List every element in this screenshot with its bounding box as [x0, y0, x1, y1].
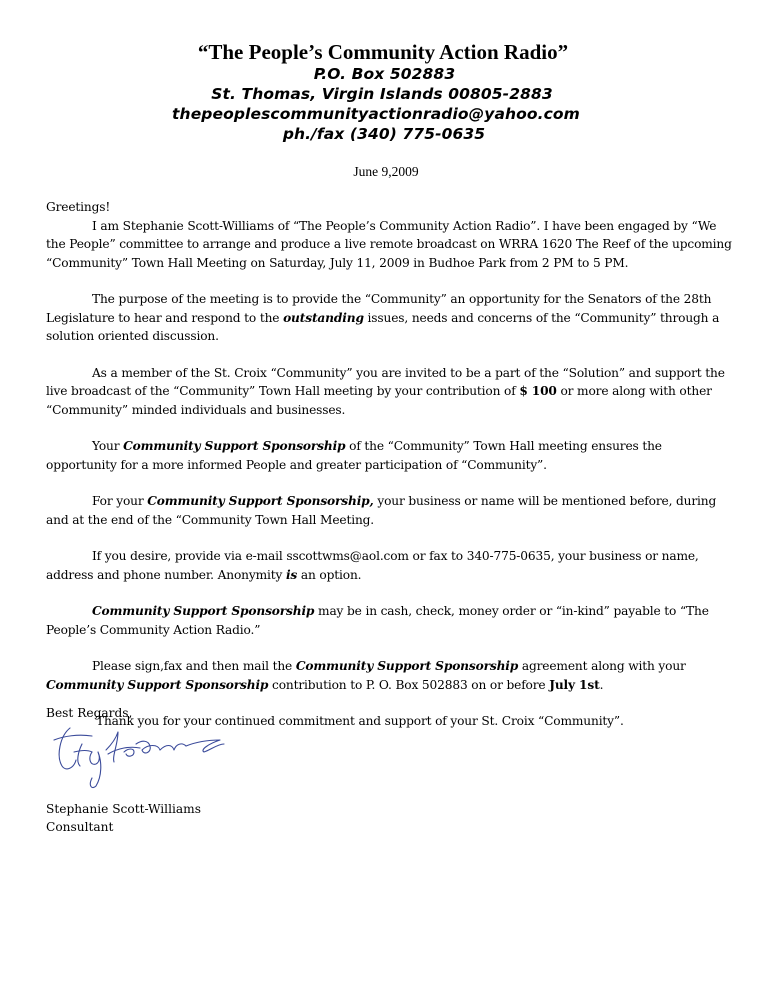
emphasis-sponsorship: Community Support Sponsorship,: [147, 494, 374, 508]
paragraph-instructions-text-c: contribution to P. O. Box 502883 on or before: [268, 677, 550, 692]
paragraph-contact: [46, 547, 736, 584]
paragraph-instructions-text-b: agreement along with your: [518, 659, 686, 673]
paragraph-sponsorship-text-b: of the “Community” Town Hall meeting ensures the opportunity for a more informed People and greater participation of “Community”.: [46, 439, 662, 472]
closing: Best Regards,: [46, 706, 133, 720]
po-box: P.O. Box 502883: [313, 65, 456, 83]
paragraph-contact-text-b: an option.: [297, 567, 362, 582]
paragraph-mention-text-a: For your: [92, 494, 148, 508]
letter-date: June 9,2009: [353, 164, 419, 179]
paragraph-invitation-text-b: or more along with other “Community” minded individuals and businesses.: [46, 384, 712, 417]
letter-body: [46, 198, 736, 749]
emphasis-sponsorship: Community Support Sponsorship: [295, 659, 519, 673]
paragraph-instructions-text-a: Please sign,fax and then mail the: [92, 659, 296, 673]
paragraph-instructions: [46, 657, 736, 694]
paragraph-invitation-text-a: As a member of the St. Croix “Community” you are invited to be a part of the “Solution” and support the live broadcast of the “Community” Town Hall meeting by your contribution of: [46, 365, 725, 398]
paragraph-sponsorship: [46, 437, 736, 474]
paragraph-contact-text-a: If you desire, provide via e-mail sscottwms@aol.com or fax to 340-775-0635, your business or name, address and phone number. Anonymity: [46, 549, 699, 582]
signer-title: Consultant: [46, 820, 114, 834]
paragraph-thanks-text: Thank you for your continued commitment and support of your St. Croix “Community”.: [96, 714, 624, 728]
org-name: “The People’s Community Action Radio”: [197, 40, 569, 64]
paragraph-sponsorship-text-a: Your: [92, 439, 124, 453]
signer-name: Stephanie Scott-Williams: [46, 802, 201, 816]
paragraph-purpose: [46, 290, 736, 346]
paragraph-purpose-text-b: issues, needs and concerns of the “Community” through a solution oriented discussion.: [46, 310, 720, 343]
handwritten-signature: [48, 722, 258, 792]
paragraph-payment-text: may be in cash, check, money order or “in-kind” payable to “The People’s Community Action Radio.”: [46, 604, 709, 637]
signature-block: [46, 800, 201, 836]
paragraph-purpose-text-a: The purpose of the meeting is to provide the “Community” an opportunity for the Senators of the 28th Legislature to hear and respond to the: [46, 292, 712, 325]
paragraph-intro-text: I am Stephanie Scott-Williams of “The People’s Community Action Radio”. I have been engaged by “We the People” committee to arrange and produce a live remote broadcast on WRRA 1620 The Reef of the upcoming “Community” Town Hall Meeting on Saturday, July 11, 2009 in Budhoe Park from 2 PM to 5 PM.: [46, 218, 732, 270]
emphasis-is: is: [285, 567, 298, 582]
paragraph-instructions-text-d: .: [599, 677, 604, 692]
emphasis-outstanding: outstanding: [283, 310, 364, 325]
paragraph-invitation: [46, 364, 736, 420]
emphasis-sponsorship: Community Support Sponsorship: [123, 439, 346, 453]
contact-email: thepeoplescommunityactionradio@yahoo.com: [172, 105, 580, 123]
emphasis-sponsorship: Community Support Sponsorship: [92, 604, 315, 618]
greeting: Greetings!: [46, 200, 111, 214]
paragraph-payment: [46, 602, 736, 639]
paragraph-intro: [46, 217, 736, 273]
contribution-amount: $ 100: [519, 384, 557, 398]
paragraph-mention: [46, 492, 736, 529]
emphasis-sponsorship: Community Support Sponsorship: [46, 677, 269, 692]
contact-phone: ph./fax (340) 775-0635: [282, 125, 486, 143]
deadline-date: July 1st: [549, 677, 600, 692]
mailing-address: St. Thomas, Virgin Islands 00805-2883: [211, 85, 553, 103]
letterhead: [0, 40, 768, 144]
paragraph-mention-text-b: your business or name will be mentioned before, during and at the end of the “Community Town Hall Meeting.: [46, 494, 717, 527]
